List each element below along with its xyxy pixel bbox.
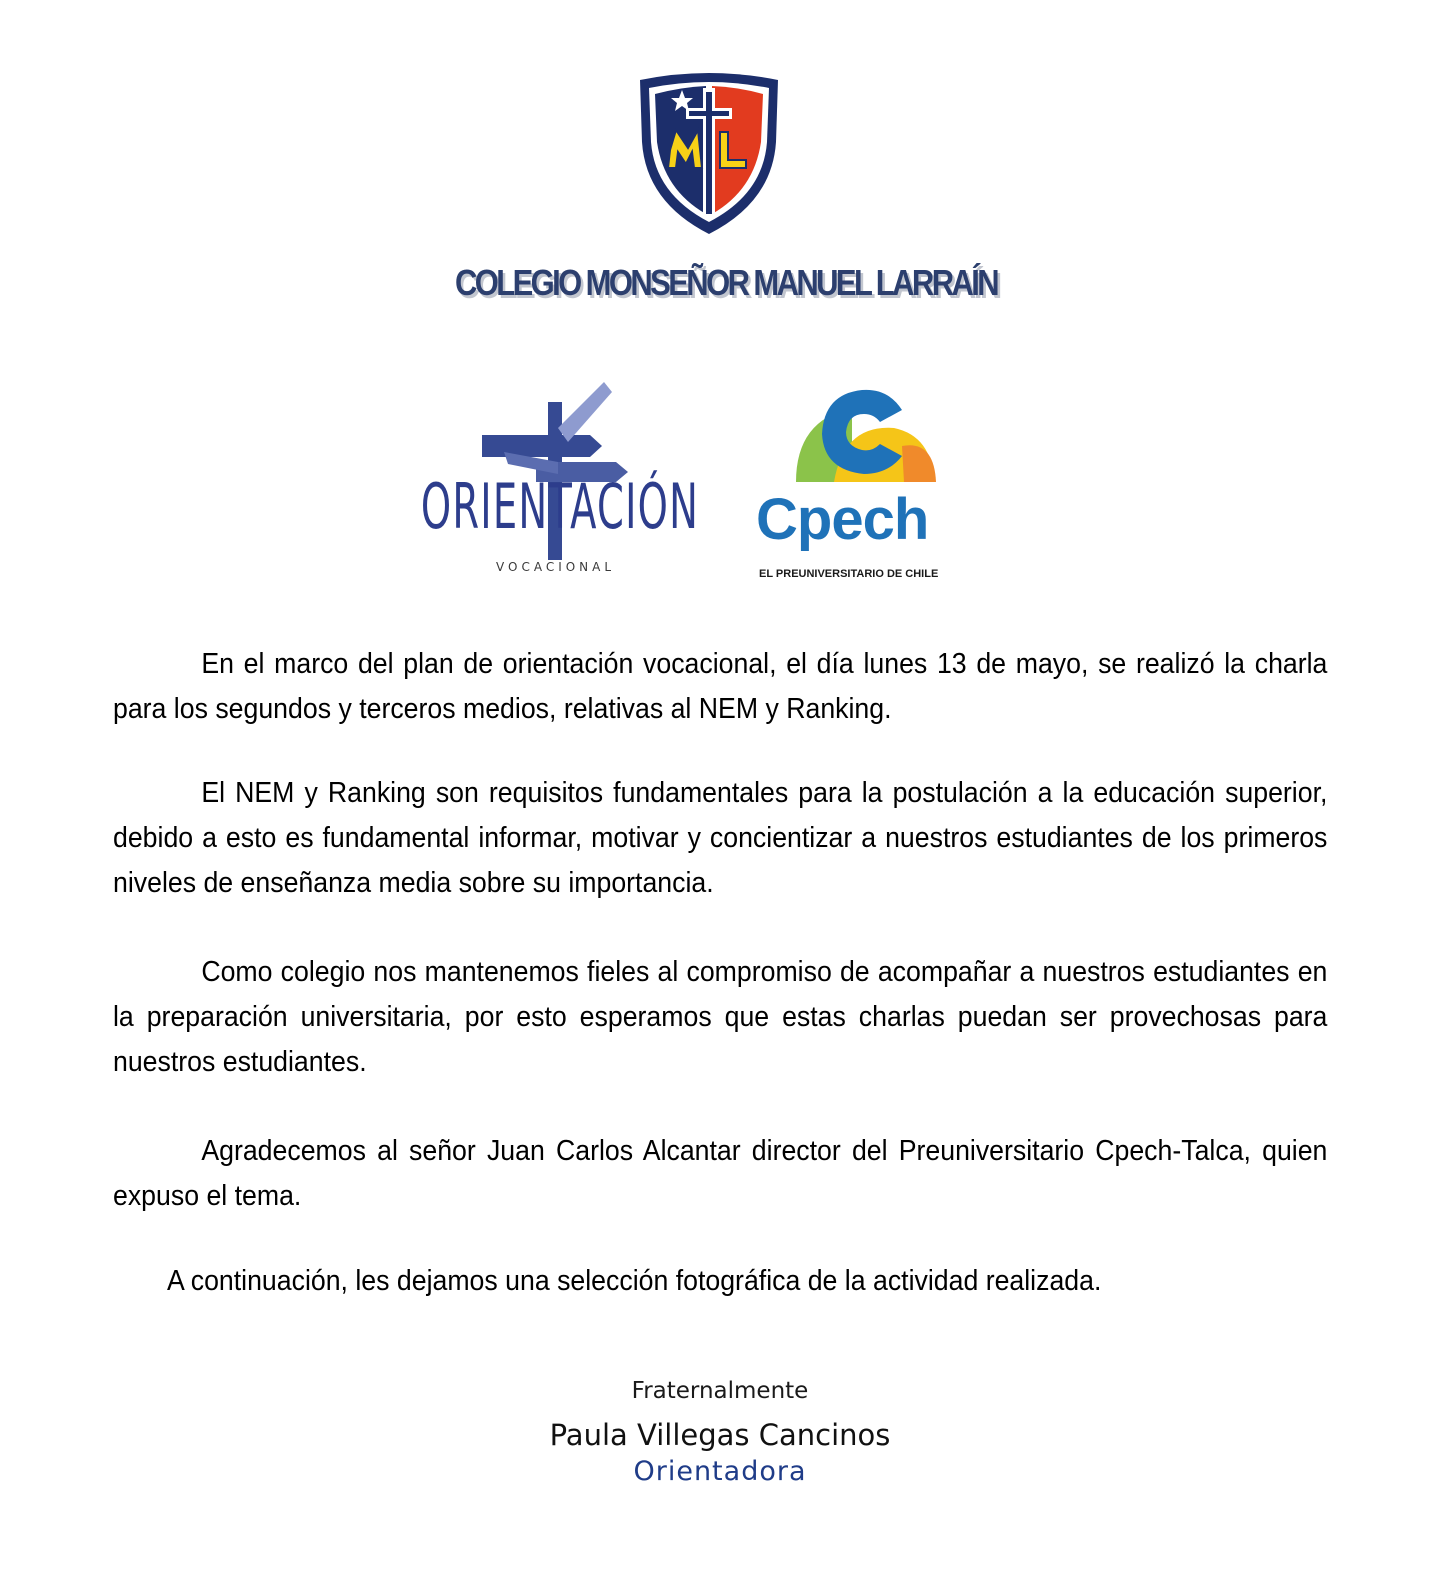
paragraph-text: El NEM y Ranking son requisitos fundamentales para la postulación a la educación superior, debido a esto es fundamental informar, motivar y concientizar a nuestros estudiantes de los primeros niveles de enseñanza media sobre su importancia. <box>113 777 1328 899</box>
body-paragraph-1 <box>113 642 1328 732</box>
signature-role: Orientadora <box>633 1456 807 1487</box>
cpech-logo-subtitle: EL PREUNIVERSITARIO DE CHILE <box>759 568 939 580</box>
closing-line: A continuación, les dejamos una selección fotográfica de la actividad realizada. <box>167 1265 1102 1297</box>
body-paragraph-3 <box>113 950 1328 1085</box>
paragraph-text: Como colegio nos mantenemos fieles al compromiso de acompañar a nuestros estudiantes en la preparación universitaria, por esto esperamos que estas charlas puedan ser provechosas para nuestros estudiantes. <box>113 956 1328 1078</box>
paragraph-text: Agradecemos al señor Juan Carlos Alcantar director del Preuniversitario Cpech-Talca, quien expuso el tema. <box>113 1135 1328 1212</box>
paragraph-text: En el marco del plan de orientación vocacional, el día lunes 13 de mayo, se realizó la charla para los segundos y terceros medios, relativas al NEM y Ranking. <box>113 648 1328 725</box>
cpech-logo-word: Cpech <box>756 487 929 552</box>
body-paragraph-2 <box>113 771 1328 906</box>
body-paragraph-4 <box>113 1129 1328 1219</box>
school-name-title: COLEGIO MONSEÑOR MANUEL LARRAÍN <box>454 262 998 303</box>
orientacion-logo-word: ORIENTACIÓN <box>420 470 700 543</box>
orientacion-logo-subtitle: VOCACIONAL <box>496 560 616 574</box>
school-crest-logo <box>636 72 782 237</box>
signature-name: Paula Villegas Cancinos <box>549 1418 891 1452</box>
cpech-c-icon <box>784 370 944 490</box>
signature-greeting: Fraternalmente <box>631 1378 809 1404</box>
